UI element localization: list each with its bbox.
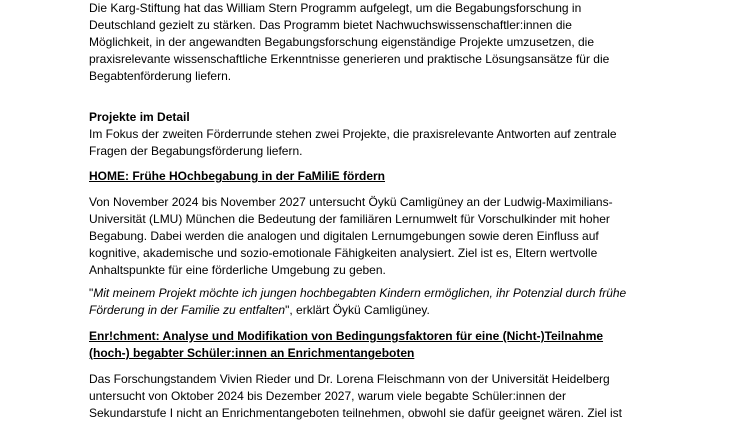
intro-paragraph: Die Karg-Stiftung hat das William Stern Programm aufgelegt, um die Begabungsforschung in Deutschland gezielt zu stärken. Das Programm bietet Nachwuchswissenschaftler:innen die Möglichkeit, in der angewandten Begabungsforschung eigenständige Projekte umzusetzen, die praxisrelevante wissenschaftliche Erkenntnisse generieren und praktische Lösungsansätze für die Begabtenförderung liefern. <box>89 1 610 83</box>
project1-quote-paragraph <box>89 285 689 319</box>
project1-quote-block <box>89 285 689 319</box>
quote-attribution: ", erklärt Öykü Camligüney. <box>285 303 430 317</box>
project2-title: Enr!chment: Analyse und Modifikation von Bedingungsfaktoren für eine (Nicht-)Teilnahme (hoch-) begabter Schüler:innen an Enrichmentangeboten <box>89 329 604 360</box>
details-heading: Projekte im Detail <box>89 110 190 124</box>
intro-section <box>89 0 689 85</box>
project1-title: HOME: Frühe HOchbegabung in der FaMiliE fördern <box>89 169 386 183</box>
project2-paragraph: Das Forschungstandem Vivien Rieder und Dr. Lorena Fleischmann von der Universität Heidelberg untersucht von Oktober 2024 bis Dezember 2027, warum viele begabte Schüler:innen der Sekundarstufe I nicht an Enrichmentangeboten teilnehmen, obwohl sie dafür geeignet wären. Ziel ist <box>89 372 622 420</box>
project1-quote: Mit meinem Projekt möchte ich jungen hochbegabten Kindern ermöglichen, ihr Potenzial durch frühe Förderung in der Familie zu entfalten <box>89 286 627 317</box>
project2-section <box>89 328 689 362</box>
quote-open: " <box>89 286 94 300</box>
project1-body <box>89 194 689 279</box>
details-section <box>89 109 689 160</box>
details-paragraph: Im Fokus der zweiten Förderrunde stehen zwei Projekte, die praxisrelevante Antworten auf zentrale Fragen der Begabungsförderung liefern. <box>89 127 617 158</box>
project2-body <box>89 371 689 422</box>
project1-section <box>89 168 689 185</box>
project1-paragraph: Von November 2024 bis November 2027 untersucht Öykü Camligüney an der Ludwig-Maximilians- Universität (LMU) München die Bedeutung der familiären Lernumwelt für Vorschulkinder mit hoher Begabung. Dabei werden die analogen und digitalen Lernumgebungen sowie deren Einfluss auf kognitive, akademische und sozio-emotionale Fähigkeiten analysiert. Ziel ist es, Eltern wertvolle Anhaltspunkte für eine förderliche Umgebung zu geben. <box>89 195 613 277</box>
